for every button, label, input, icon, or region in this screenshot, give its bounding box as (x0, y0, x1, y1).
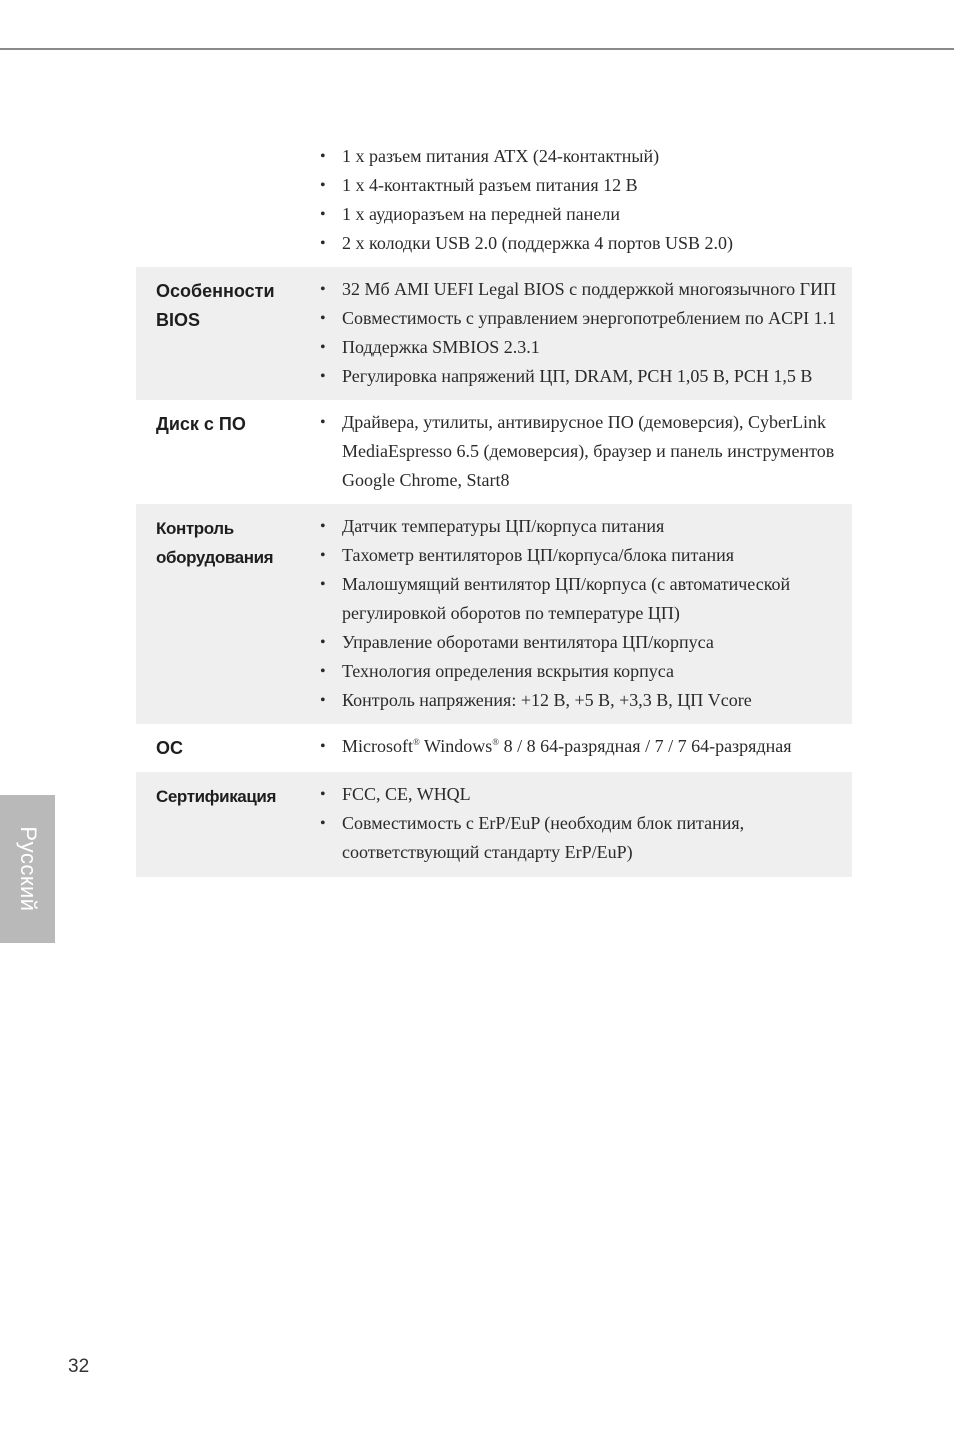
list-item: • 1 x 4-контактный разъем питания 12 В (312, 171, 838, 200)
row-label: Контроль оборудования (156, 519, 274, 567)
spec-list (312, 512, 838, 715)
list-item: • 1 x разъем питания ATX (24-контактный) (312, 142, 838, 171)
spec-row-software-disc (136, 400, 852, 504)
spec-row-certifications (136, 772, 852, 877)
list-item: • Поддержка SMBIOS 2.3.1 (312, 333, 838, 362)
spec-list (312, 142, 838, 258)
list-item: • 2 x колодки USB 2.0 (поддержка 4 портов USB 2.0) (312, 229, 838, 258)
list-item: • Технология определения вскрытия корпуса (312, 657, 838, 686)
row-label: ОС (156, 738, 183, 758)
row-label: Сертификация (156, 787, 276, 806)
list-item (312, 732, 838, 761)
row-label (136, 142, 312, 267)
list-item: • Драйвера, утилиты, антивирусное ПО (демоверсия), CyberLink MediaEspresso 6.5 (демоверсия), браузер и панель инструментов Google Chrome, Start8 (312, 408, 838, 495)
registered-mark: ® (413, 737, 420, 747)
spec-list (312, 275, 838, 391)
row-label: Особенности BIOS (156, 281, 275, 330)
os-text: 8 / 8 64-разрядная / 7 / 7 64-разрядная (499, 736, 792, 756)
list-item: • 1 x аудиоразъем на передней панели (312, 200, 838, 229)
spec-row-bios (136, 267, 852, 400)
list-item: • Датчик температуры ЦП/корпуса питания (312, 512, 838, 541)
spec-list (312, 732, 838, 761)
list-item: • Малошумящий вентилятор ЦП/корпуса (с автоматической регулировкой оборотов по температуре ЦП) (312, 570, 838, 628)
spec-row-hardware-monitor (136, 504, 852, 724)
list-item: • Регулировка напряжений ЦП, DRAM, PCH 1,05 В, PCH 1,5 В (312, 362, 838, 391)
language-label: Русский (15, 826, 41, 912)
language-side-tab (0, 795, 55, 943)
os-text: Windows (419, 736, 493, 756)
page-number: 32 (68, 1356, 90, 1377)
list-item: • Контроль напряжения: +12 В, +5 В, +3,3 В, ЦП Vcore (312, 686, 838, 715)
spec-row-connectors-continued (136, 142, 852, 267)
spec-table (136, 142, 852, 877)
spec-row-os (136, 724, 852, 772)
registered-mark: ® (492, 737, 500, 747)
spec-list (312, 780, 838, 867)
list-item: • Совместимость с ErP/EuP (необходим блок питания, соответствующий стандарту ErP/EuP) (312, 809, 838, 867)
list-item: • Тахометр вентиляторов ЦП/корпуса/блока питания (312, 541, 838, 570)
header-rule (0, 48, 954, 50)
list-item: • 32 Мб AMI UEFI Legal BIOS с поддержкой многоязычного ГИП (312, 275, 838, 304)
spec-list (312, 408, 838, 495)
list-item: • FCC, CE, WHQL (312, 780, 838, 809)
row-label: Диск с ПО (156, 414, 246, 434)
list-item: • Управление оборотами вентилятора ЦП/корпуса (312, 628, 838, 657)
os-text: Microsoft (342, 736, 413, 756)
list-item: • Совместимость с управлением энергопотреблением по ACPI 1.1 (312, 304, 838, 333)
